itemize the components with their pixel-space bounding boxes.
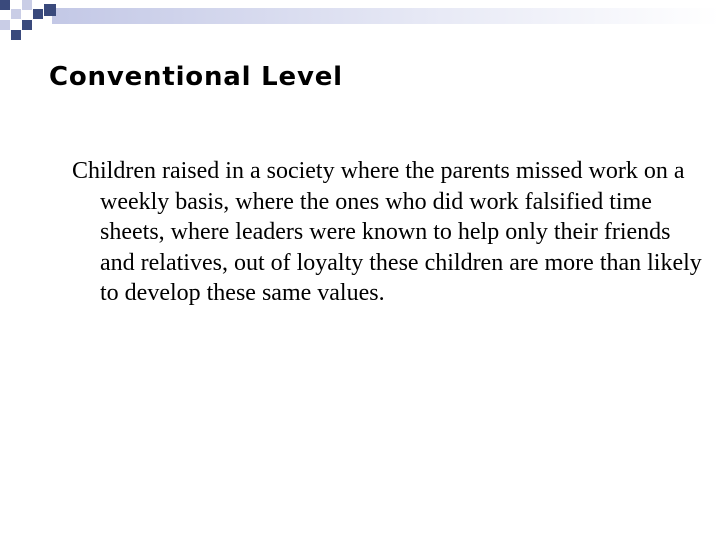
slide-body-text: Children raised in a society where the parents missed work on a weekly basis, where the ones who did work falsified time sheets, where leaders were known to help only their friends and relatives, out of loyalty these children are more than likely to develop these same values. [72,158,702,306]
header-decoration [0,0,720,46]
header-gradient-band [52,8,720,24]
slide-title: Conventional Level [49,62,343,92]
header-square-pattern [0,0,56,40]
header-decoration-graphic [0,0,720,46]
